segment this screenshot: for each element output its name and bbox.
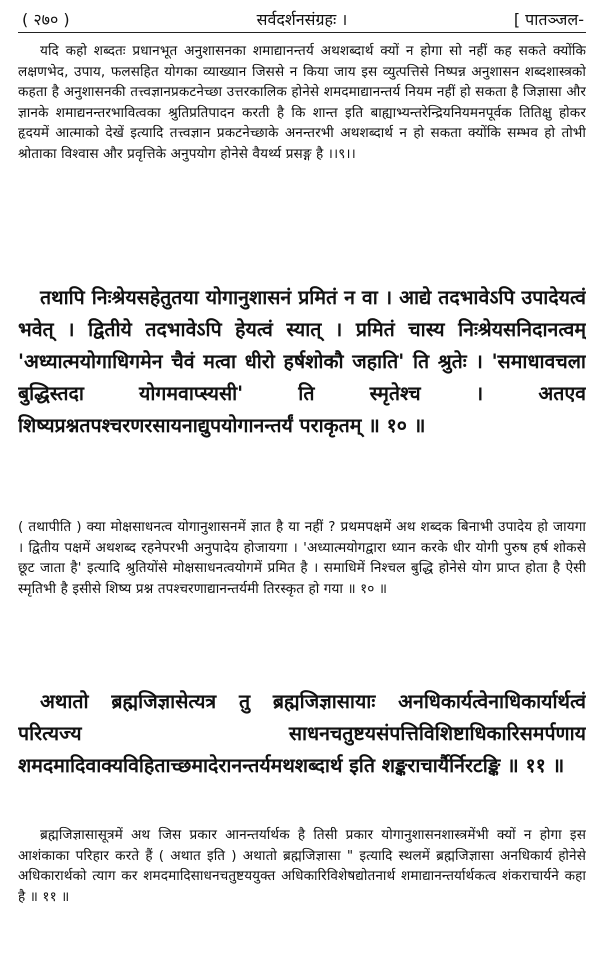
- page-header: [18, 6, 586, 33]
- section-title: [ पातञ्जल-: [513, 10, 584, 29]
- commentary-paragraph-9: [18, 41, 586, 279]
- paragraph-text: यदि कहो शब्दतः प्रधानभूत अनुशासनका शमाद्यानन्तर्य अथशब्दार्थ क्यों न होगा सो नहीं कह सकते क्योंकि लक्षणभेद, उपाय, फलसहित योगका व्याख्यान जिससे न किया जाय इस व्युत्पत्तिसे निष्पन्न अनुशासन शब्दशास्त्रको कहता है अनुशासनकी तत्त्वज्ञानप्रकटनेच्छा उत्तरकालिक होनेसे शमदमाद्यानन्तर्य नियम नहीं हो सकता है जिज्ञासा और ज्ञानके शमाद्यनन्तरभावित्वका श्रुतिप्रतिपादन करती है कि शान्त इति बाह्याभ्यन्तरेन्द्रियनियमनपूर्वक तितिक्षु होकर हृदयमें आत्माको देखें इत्यादि तत्त्वज्ञान प्रकटनेच्छाके अनन्तरभी अथशब्दार्थ न हो सकता क्योंकि सम्भव हो तोभी श्रोताका विश्वास और प्रवृत्तिके अनुपयोग होनेसे वैयर्थ्य प्रसङ्ग है ।।९।।: [18, 43, 586, 162]
- sanskrit-verse-11: [18, 686, 586, 822]
- commentary-paragraph-11: [18, 825, 586, 935]
- sanskrit-verse-10: [18, 282, 586, 514]
- commentary-paragraph-10: [18, 517, 586, 683]
- paragraph-text: ब्रह्मजिज्ञासासूत्रमें अथ जिस प्रकार आनन्तर्यार्थक है तिसी प्रकार योगानुशासनशास्त्रमेंभी क्यों न होगा इस आशंकाका परिहार करते हैं ( अथात इति ) अथातो ब्रह्मजिज्ञासा " इत्यादि स्थलमें ब्रह्मजिज्ञासा अनधिकार्य होनेसे अधिकारार्थको त्याग कर शमदमादिसाधनचतुष्टययुक्त अधिकारिविशेषद्योतनार्थ शमाद्यानन्तर्यार्थकत्व शंकराचार्यने कहा है ॥ ११ ॥: [18, 827, 586, 905]
- paragraph-text: ( तथापीति ) क्या मोक्षसाधनत्व योगानुशासनमें ज्ञात है या नहीं ? प्रथमपक्षमें अथ शब्दक बिनाभी उपादेय हो जायगा । द्वितीय पक्षमें अथशब्द रहनेपरभी अनुपादेय होजायगा । 'अध्यात्मयोगद्वारा ध्यान करके धीर योगी पुरुष हर्ष शोकसे छूट जाता है' इत्यादि श्रुतियोंसे मोक्षसाधनत्वयोगमें प्रमित है । समाधिमें निश्चल बुद्धि होनेसे योग प्राप्त होता है ऐसी स्मृतिभी है इसीसे शिष्य प्रश्न तपश्चरणाद्यानन्तर्यमी तिरस्कृत हो गया ॥ १० ॥: [18, 519, 586, 597]
- verse-text: तथापि निःश्रेयसहेतुतया योगानुशासनं प्रमितं न वा । आद्ये तदभावेऽपि उपादेयत्वं भवेत् । द्वितीये तदभावेऽपि हेयत्वं स्यात् । प्रमितं चास्य निःश्रेयसनिदानत्वम् 'अध्यात्मयोगाधिगमेन चैवं मत्वा धीरो हर्षशोकौ जहाति' ति श्रुतेः । 'समाधावचला बुद्धिस्तदा योगमवाप्स्यसी' ति स्मृतेश्च । अतएव शिष्यप्रश्नतपश्चरणरसायनाद्युपयोगानन्तर्यं पराकृतम् ॥ १० ॥: [18, 286, 586, 437]
- verse-text: अथातो ब्रह्मजिज्ञासेत्यत्र तु ब्रह्मजिज्ञासायाः अनधिकार्यत्वेनाधिकार्यार्थत्वं परित्यज्य साधनचतुष्टयसंपत्तिविशिष्टाधिकारिसमर्पणाय शमदमादिवाक्यविहिताच्छमादेरानन्तर्यमथशब्दार्थ इति शङ्कराचार्यैर्निरटङ्कि ॥ ११ ॥: [18, 690, 586, 777]
- page-number: ( २७० ): [22, 10, 70, 29]
- running-title: सर्वदर्शनसंग्रहः ।: [256, 10, 348, 29]
